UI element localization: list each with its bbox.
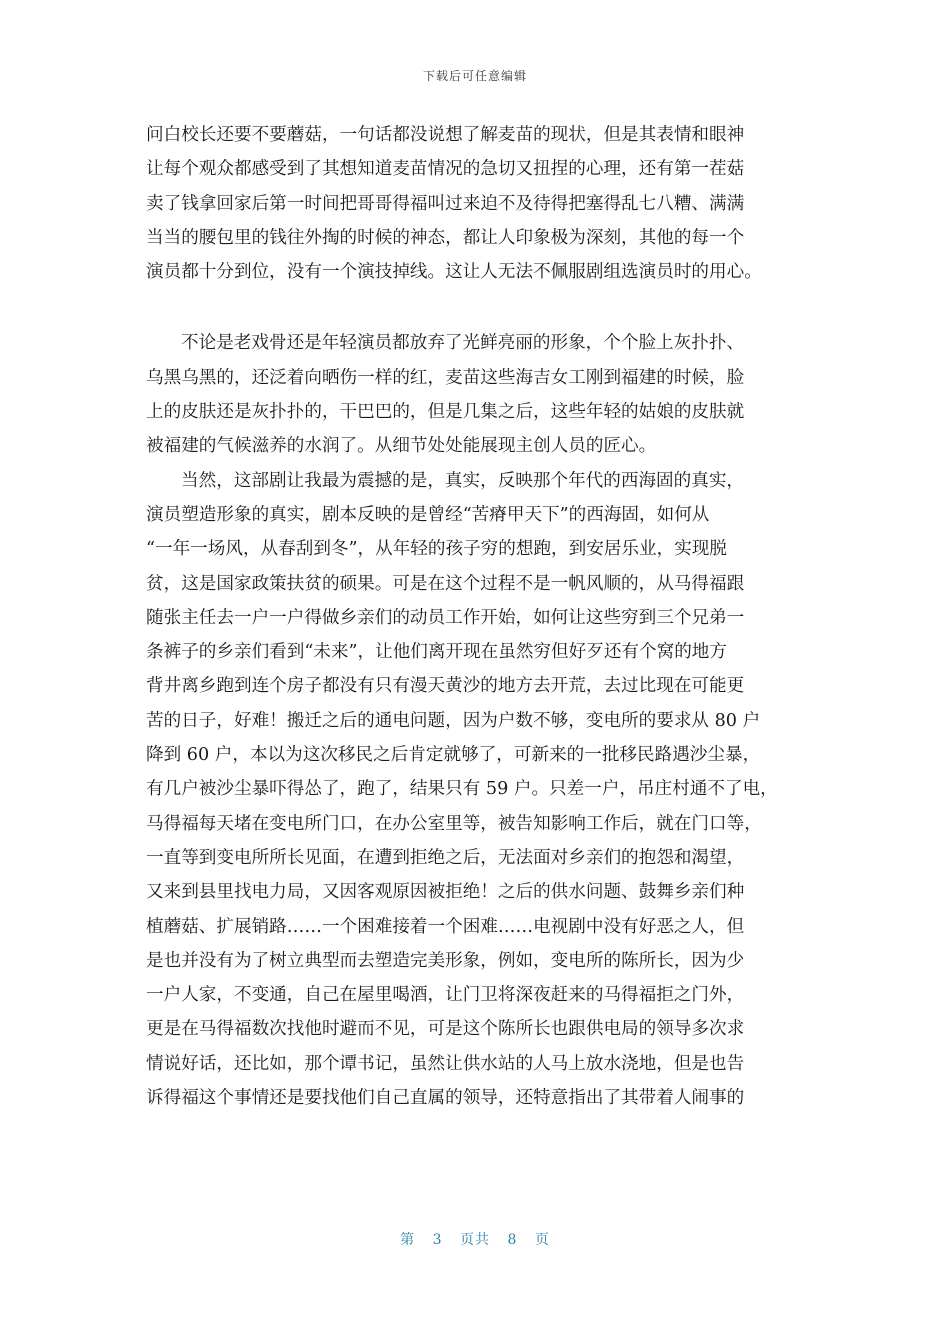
text-line: 被福建的气候滋养的水润了。从细节处处能展现主创人员的匠心。: [146, 436, 657, 457]
paragraph-3: [146, 464, 818, 1116]
text-line: “一年一场风，从春刮到冬”，从年轻的孩子穷的想跑，到安居乐业，实现脱: [146, 539, 727, 560]
text-line: 贫，这是国家政策扶贫的硕果。可是在这个过程不是一帆风顺的，从马得福跟: [146, 573, 745, 594]
document-body: [146, 118, 818, 1115]
text-line: 植蘑菇、扩展销路……一个困难接着一个困难……电视剧中没有好恶之人，但: [146, 916, 745, 937]
total-pages-number: 8: [507, 1232, 518, 1248]
page-label-middle: 页共: [460, 1232, 490, 1248]
text-line: 随张主任去一户一户得做乡亲们的动员工作开始，如何让这些穷到三个兄弟一: [146, 607, 745, 628]
text-line: 又来到县里找电力局，又因客观原因被拒绝！之后的供水问题、鼓舞乡亲们种: [146, 882, 745, 903]
paragraph-gap: [146, 289, 818, 326]
text-line: 一直等到变电所所长见面，在遭到拒绝之后，无法面对乡亲们的抱怨和渴望，: [146, 847, 745, 868]
text-line: 是也并没有为了树立典型而去塑造完美形象，例如，变电所的陈所长，因为少: [146, 950, 745, 971]
text-line: 当当的腰包里的钱往外掏的时候的神态，都让人印象极为深刻，其他的每一个: [146, 227, 745, 248]
text-line: 演员都十分到位，没有一个演技掉线。这让人无法不佩服剧组选演员时的用心。: [146, 262, 762, 283]
page-footer: [0, 1229, 950, 1249]
text-line: 情说好话，还比如，那个谭书记，虽然让供水站的人马上放水浇地，但是也告: [146, 1053, 745, 1074]
paragraph-1: [146, 118, 818, 289]
text-line: 背井离乡跑到连个房子都没有只有漫天黄沙的地方去开荒，去过比现在可能更: [146, 676, 745, 697]
page-label-suffix: 页: [534, 1232, 550, 1248]
current-page-number: 3: [432, 1232, 443, 1248]
text-line: 当然，这部剧让我最为震撼的是，真实，反映那个年代的西海固的真实，: [181, 470, 745, 491]
text-line: 问白校长还要不要蘑菇，一句话都没说想了解麦苗的现状，但是其表情和眼神: [146, 125, 745, 145]
text-line: 更是在马得福数次找他时避而不见，可是这个陈所长也跟供电局的领导多次求: [146, 1019, 745, 1040]
text-line: 条裤子的乡亲们看到“未来”，让他们离开现在虽然穷但好歹还有个窝的地方: [146, 642, 727, 663]
text-line: 有几户被沙尘暴吓得怂了，跑了，结果只有 59 户。只差一户，吊庄村通不了电，: [146, 779, 778, 800]
text-line: 降到 60 户，本以为这次移民之后肯定就够了，可新来的一批移民路遇沙尘暴，: [146, 745, 761, 766]
text-line: 诉得福这个事情还是要找他们自己直属的领导，还特意指出了其带着人闹事的: [146, 1088, 745, 1109]
text-line: 上的皮肤还是灰扑扑的，干巴巴的，但是几集之后，这些年轻的姑娘的皮肤就: [146, 402, 745, 423]
text-line: 演员塑造形象的真实，剧本反映的是曾经“苦瘠甲天下”的西海固，如何从: [146, 504, 710, 525]
text-line: 卖了钱拿回家后第一时间把哥哥得福叫过来迫不及待得把塞得乱七八糟、满满: [146, 193, 745, 214]
text-line: 马得福每天堵在变电所门口，在办公室里等，被告知影响工作后，就在门口等，: [146, 813, 762, 834]
text-line: 一户人家，不变通，自己在屋里喝酒，让门卫将深夜赶来的马得福拒之门外，: [146, 985, 745, 1006]
page-header: 下载后可任意编辑: [422, 69, 527, 83]
paragraph-2: [146, 326, 818, 463]
text-line: 不论是老戏骨还是年轻演员都放弃了光鲜亮丽的形象，个个脸上灰扑扑、: [181, 333, 745, 354]
text-line: 让每个观众都感受到了其想知道麦苗情况的急切又扭捏的心理，还有第一茬菇: [146, 159, 745, 180]
page-label-prefix: 第: [400, 1232, 416, 1248]
text-line: 乌黑乌黑的，还泛着向晒伤一样的红，麦苗这些海吉女工刚到福建的时候，脸: [146, 367, 745, 388]
text-line: 苦的日子，好难！搬迁之后的通电问题，因为户数不够，变电所的要求从 80 户: [146, 710, 761, 731]
